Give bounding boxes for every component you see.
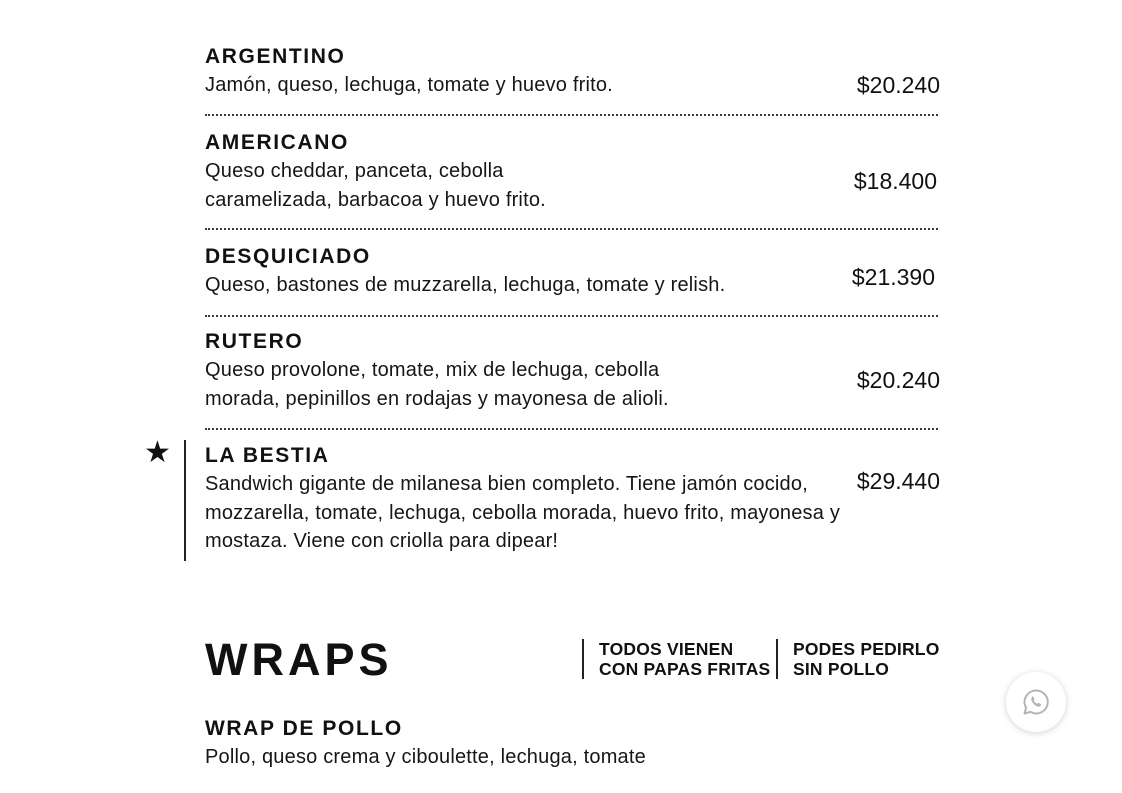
item-description: Sandwich gigante de milanesa bien completo. Tiene jamón cocido, mozzarella, tomate, lechuga, cebolla morada, huevo frito, mayonesa y mostaza. Viene con criolla para dipear! xyxy=(205,473,841,552)
whatsapp-button[interactable] xyxy=(1006,672,1066,732)
note-line: SIN POLLO xyxy=(793,659,890,679)
item-name: RUTERO xyxy=(205,330,304,353)
note-sin-pollo xyxy=(776,639,940,679)
featured-rule xyxy=(184,440,186,561)
whatsapp-icon xyxy=(1022,688,1050,716)
note-line: TODOS VIENEN xyxy=(599,639,734,659)
item-price: $21.390 xyxy=(851,264,935,290)
item-name: ARGENTINO xyxy=(205,45,346,68)
item-name: WRAP DE POLLO xyxy=(205,717,403,740)
dotted-divider xyxy=(205,428,938,430)
menu-item-la-bestia xyxy=(205,443,940,561)
item-description: Queso cheddar, panceta, cebolla caramelizada, barbacoa y huevo frito. xyxy=(205,160,546,211)
item-price: $18.400 xyxy=(853,168,937,194)
note-papas-fritas xyxy=(582,639,770,679)
menu-item-argentino xyxy=(205,44,940,104)
item-description: Jamón, queso, lechuga, tomate y huevo frito. xyxy=(205,74,613,96)
menu-item-wrap-de-pollo xyxy=(205,716,940,776)
menu-item-americano xyxy=(205,130,940,218)
item-name: AMERICANO xyxy=(205,131,349,154)
item-price: $20.240 xyxy=(856,72,940,98)
dotted-divider xyxy=(205,228,938,230)
menu-item-rutero xyxy=(205,329,940,417)
item-description: Queso provolone, tomate, mix de lechuga, cebolla morada, pepinillos en rodajas y mayonesa de alioli. xyxy=(205,359,669,410)
section-title-wraps: WRAPS xyxy=(205,634,393,685)
star-icon: ★ xyxy=(144,436,171,469)
item-name: DESQUICIADO xyxy=(205,245,371,268)
menu-item-desquiciado xyxy=(205,244,940,304)
dotted-divider xyxy=(205,315,938,317)
item-price: $29.440 xyxy=(856,468,940,494)
note-line: PODES PEDIRLO xyxy=(793,639,940,659)
dotted-divider xyxy=(205,114,938,116)
note-line: CON PAPAS FRITAS xyxy=(599,659,771,679)
item-description: Queso, bastones de muzzarella, lechuga, tomate y relish. xyxy=(205,274,726,296)
item-description: Pollo, queso crema y ciboulette, lechuga, tomate xyxy=(205,746,646,768)
item-name: LA BESTIA xyxy=(205,444,330,467)
item-price: $20.240 xyxy=(856,367,940,393)
